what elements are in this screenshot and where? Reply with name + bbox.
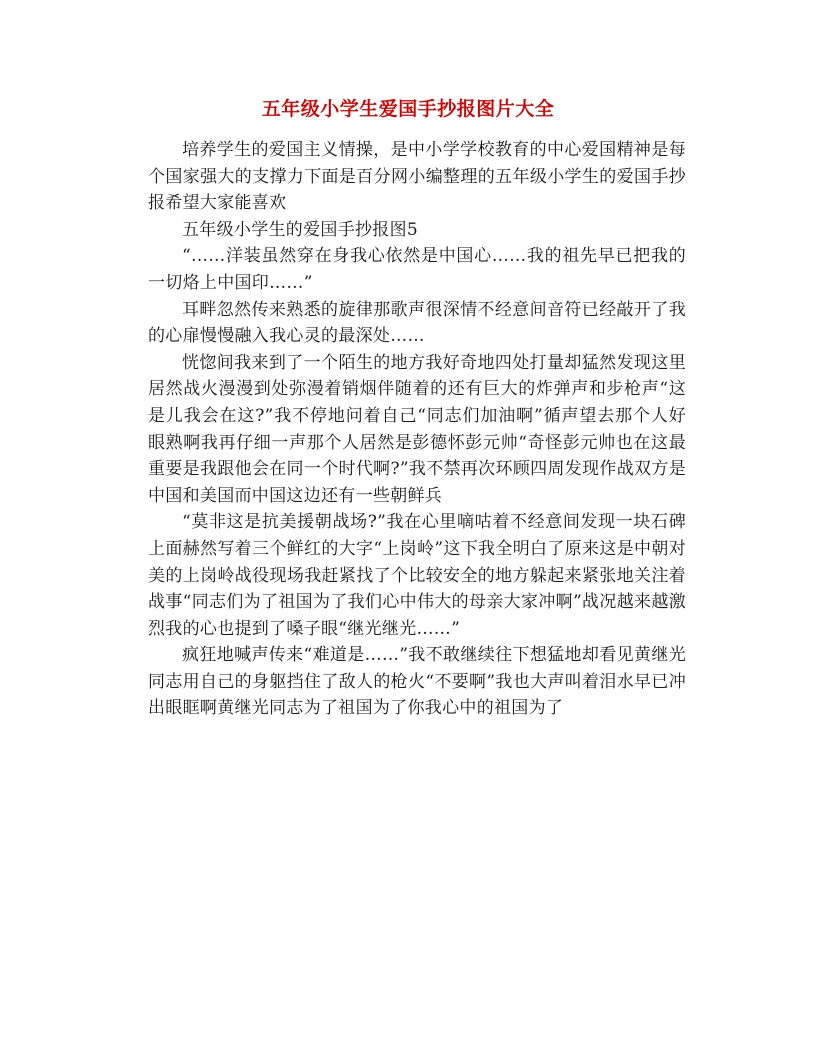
document-title: 五年级小学生爱国手抄报图片大全 xyxy=(261,98,555,120)
paragraph-intro: 培养学生的爱国主义情操，是中小学学校教育的中心爱国精神是每个国家强大的支撑力下面是百分网小编整理的五年级小学生的爱国手抄报希望大家能喜欢 xyxy=(148,140,686,214)
paragraph-melody: 耳畔忽然传来熟悉的旋律那歌声很深情不经意间音符已经敲开了我的心扉慢慢融入我心灵的最深处…… xyxy=(148,299,686,347)
paragraph-huang-jiguang: 疯狂地喊声传来“难道是……”我不敢继续往下想猛地却看见黄继光同志用自己的身躯挡住了敌人的枪火“不要啊”我也大声叫着泪水早已冲出眼眶啊黄继光同志为了祖国为了你我心中的祖国为了 xyxy=(148,645,686,719)
paragraph-shangganling: “莫非这是抗美援朝战场?”我在心里嘀咕着不经意间发现一块石碑上面赫然写着三个鲜红的大字“上岗岭”这下我全明白了原来这是中朝对美的上岗岭战役现场我赶紧找了个比较安全的地方躲起来紧张地关注着战事“同志们为了祖国为了我们心中伟大的母亲大家冲啊”战况越来越激烈我的心也提到了嗓子眼“继光继光……” xyxy=(148,512,686,639)
paragraph-song-quote: “……洋装虽然穿在身我心依然是中国心……我的祖先早已把我的一切烙上中国印……” xyxy=(148,246,686,293)
paragraph-image-caption: 五年级小学生的爱国手抄报图5 xyxy=(182,219,419,240)
paragraph-battlefield: 恍惚间我来到了一个陌生的地方我好奇地四处打量却猛然发现这里居然战火漫漫到处弥漫着销烟伴随着的还有巨大的炸弹声和步枪声“这是儿我会在这?”我不停地问着自己“同志们加油啊”循声望去那个人好眼熟啊我再仔细一声那个人居然是彭德怀彭元帅“奇怪彭元帅也在这最重要是我跟他会在同一个时代啊?”我不禁再次环顾四周发现作战双方是中国和美国而中国这边还有一些朝鲜兵 xyxy=(148,352,686,506)
document-body xyxy=(148,137,686,722)
